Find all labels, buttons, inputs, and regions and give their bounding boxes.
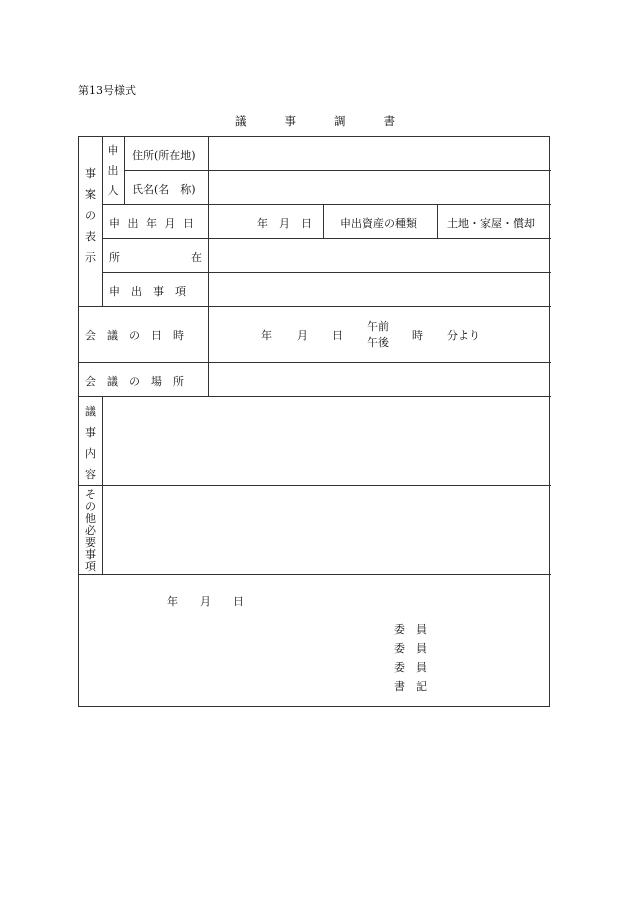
- row-divider: [102, 272, 551, 273]
- application-date-label: 申 出 年 月 日: [109, 217, 196, 230]
- meeting-pm: 午後: [367, 336, 389, 349]
- meeting-hour: 時: [412, 329, 423, 342]
- location-label-left: 所: [109, 251, 120, 264]
- meeting-datetime-label: 会 議 の 日 時: [85, 329, 184, 342]
- row-divider: [79, 396, 551, 397]
- signature-role: 委 員: [394, 642, 427, 655]
- title-char: 調: [334, 114, 346, 128]
- title-char: 書: [383, 114, 395, 128]
- row-divider: [102, 238, 551, 239]
- col-divider: [323, 204, 324, 238]
- row-divider: [102, 204, 551, 205]
- meeting-am: 午前: [367, 320, 389, 333]
- location-label-right: 在: [191, 251, 202, 264]
- meeting-month: 月: [297, 329, 308, 342]
- proceedings-label: 議 事 内 容: [85, 405, 96, 481]
- row-divider: [79, 306, 551, 307]
- matter-label: 申 出 事 項: [109, 285, 186, 298]
- document-title: [0, 113, 630, 129]
- title-char: 事: [284, 114, 296, 128]
- signature-date: 年 月 日: [167, 595, 244, 608]
- application-date-value: 年 月 日: [257, 217, 312, 230]
- address-label: 住所(所在地): [132, 149, 196, 162]
- col-divider: [208, 137, 209, 396]
- row-divider: [79, 574, 551, 575]
- col-divider: [437, 204, 438, 238]
- meeting-place-label: 会 議 の 場 所: [85, 375, 184, 388]
- asset-type-value: 土地・家屋・償却: [447, 217, 535, 230]
- applicant-label: 申 出 人: [107, 144, 119, 197]
- meeting-minute-from: 分より: [447, 329, 480, 342]
- title-char: 議: [235, 114, 247, 128]
- meeting-year: 年: [261, 329, 272, 342]
- signature-role: 委 員: [394, 623, 427, 636]
- row-divider: [79, 362, 551, 363]
- form-number: 第13号様式: [78, 84, 136, 97]
- case-section-label: 事 案 の 表 示: [85, 167, 96, 264]
- signature-role: 委 員: [394, 661, 427, 674]
- name-label: 氏名(名 称): [132, 183, 196, 196]
- col-divider: [102, 396, 103, 574]
- col-divider: [124, 137, 125, 204]
- meeting-day: 日: [332, 329, 343, 342]
- other-matters-label: そ の 他 必 要 事 項: [85, 488, 96, 573]
- row-divider: [79, 485, 551, 486]
- row-divider: [124, 170, 551, 171]
- asset-type-label: 申出資産の種類: [340, 217, 417, 230]
- form-table: [78, 136, 550, 707]
- signature-role: 書 記: [394, 680, 427, 693]
